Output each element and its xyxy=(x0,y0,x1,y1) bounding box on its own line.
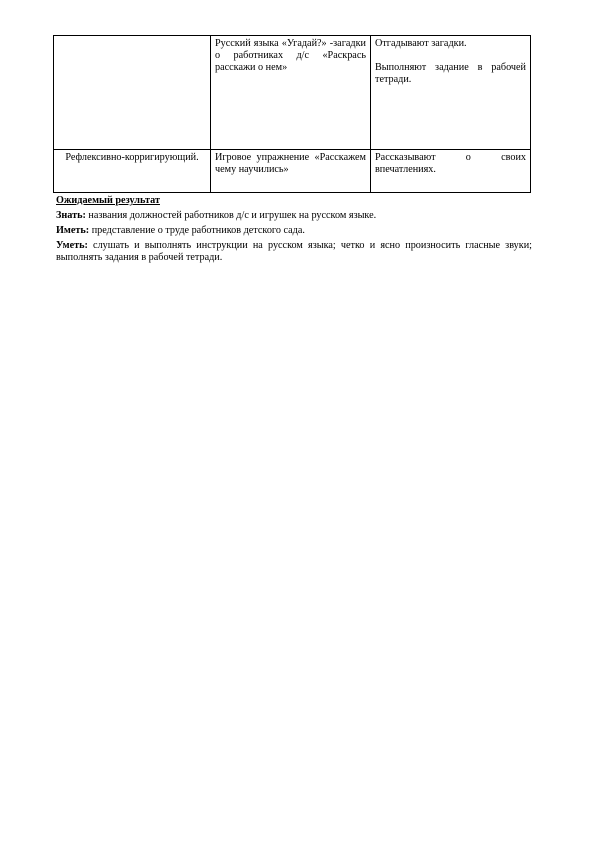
table-cell-activity xyxy=(211,150,371,193)
table-cell-stage xyxy=(54,150,211,193)
know-label: Знать: xyxy=(56,210,86,221)
expected-results xyxy=(56,195,532,267)
know-text: названия должностей работников д/с и игрушек на русском языке. xyxy=(85,210,377,221)
table-cell-stage xyxy=(54,36,211,150)
activity-text: Игровое упражнение «Расскажем чему научились» xyxy=(215,152,366,175)
results-heading-paragraph xyxy=(56,195,532,207)
table-cell-student-action xyxy=(371,150,531,193)
student-action-line: Отгадывают загадки. xyxy=(375,38,467,49)
lesson-table xyxy=(53,35,531,193)
have-paragraph xyxy=(56,225,532,237)
can-text: слушать и выполнять инструкции на русском языка; четко и ясно произносить гласные звуки; выполнять задания в рабочей тетради. xyxy=(56,240,532,263)
have-label: Иметь: xyxy=(56,225,90,236)
stage-text: Рефлексивно-корригирующий. xyxy=(65,152,199,163)
can-paragraph xyxy=(56,240,532,264)
know-paragraph xyxy=(56,210,532,222)
can-label: Уметь: xyxy=(56,240,88,251)
spacer xyxy=(375,50,526,62)
table-row xyxy=(54,36,531,150)
student-action-text: Рассказывают о своих впечатлениях. xyxy=(375,152,526,175)
results-heading: Ожидаемый результат xyxy=(56,195,160,206)
have-text: представление о труде работников детского сада. xyxy=(89,225,305,236)
table-row xyxy=(54,150,531,193)
table-cell-activity xyxy=(211,36,371,150)
activity-text: Русский языка «Угадай?» -загадки о работниках д/с «Раскрась расскажи о нем» xyxy=(215,38,366,73)
student-action-line: Выполняют задание в рабочей тетради. xyxy=(375,62,526,85)
table-cell-student-action xyxy=(371,36,531,150)
